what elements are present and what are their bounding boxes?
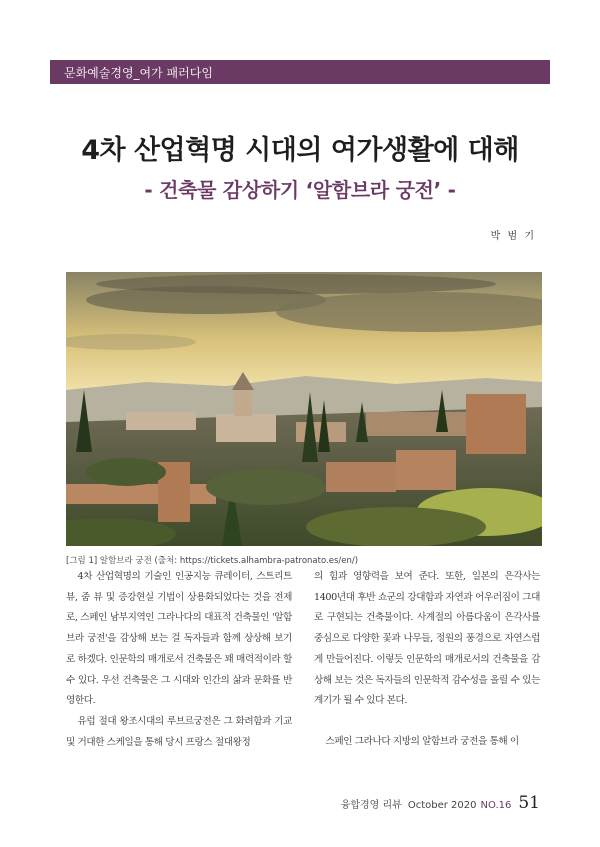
paragraph: 스페인 그라나다 지방의 알함브라 궁전을 통해 이 <box>325 735 519 747</box>
page-footer <box>341 793 540 813</box>
alhambra-photo <box>66 272 542 546</box>
section-header-bar <box>50 60 550 84</box>
section-label: 문화예술경영_여가 패러다임 <box>64 65 213 80</box>
paragraph: 유럽 절대 왕조시대의 루브르궁전은 그 화려함과 기교 및 거대한 스케일을 통해 당시 프랑스 절대왕정 <box>66 715 292 748</box>
issue-number: NO.16 <box>480 800 512 811</box>
body-column-right <box>314 567 540 753</box>
paragraph: 4차 산업혁명의 기술인 인공지능 큐레이터, 스트리트 뷰, 줌 뷰 및 증강현실 기법이 상용화되었다는 것을 전제로, 스페인 남부지역인 그라나다의 대표적 건축물인 '알함브라 궁전'을 감상해 보는 걸 독자들과 함께 상상해 보기로 하겠다. 인문학의 매개로서 건축물은 꽤 매력적이라 할 수 있다. 우선 건축물은 그 시대와 인간의 삶과 문화를 반영한다. <box>66 571 292 707</box>
article-subtitle: - 건축물 감상하기 ‘알함브라 궁전’ - <box>144 178 456 202</box>
author-name: 박 범 기 <box>490 231 536 242</box>
page-number: 51 <box>518 793 540 813</box>
paragraph: 의 힘과 영향력을 보여 준다. 또한, 일본의 은각사는 1400년대 후반 쇼군의 강대함과 자연과 어우러짐이 그대로 구현되는 건축물이다. 사계절의 아름다움이 은각사를 중심으로 다양한 꽃과 나무들, 정원의 풍경으로 자연스럽게 만들어진다. 이렇듯 인문학의 매개로서의 건축물을 감상해 보는 것은 독자들의 인문학적 감수성을 올릴 수 있는 계기가 될 수 있다 본다. <box>314 571 540 707</box>
issue-date: October 2020 <box>407 800 477 811</box>
article-title: 4차 산업혁명 시대의 여가생활에 대해 <box>81 135 519 166</box>
body-column-left <box>66 567 292 753</box>
magazine-name: 융합경영 리뷰 <box>340 800 402 811</box>
figure-caption: [그림 1] 알함브라 궁전 (출처: https://tickets.alhambra-patronato.es/en/) <box>66 556 359 566</box>
